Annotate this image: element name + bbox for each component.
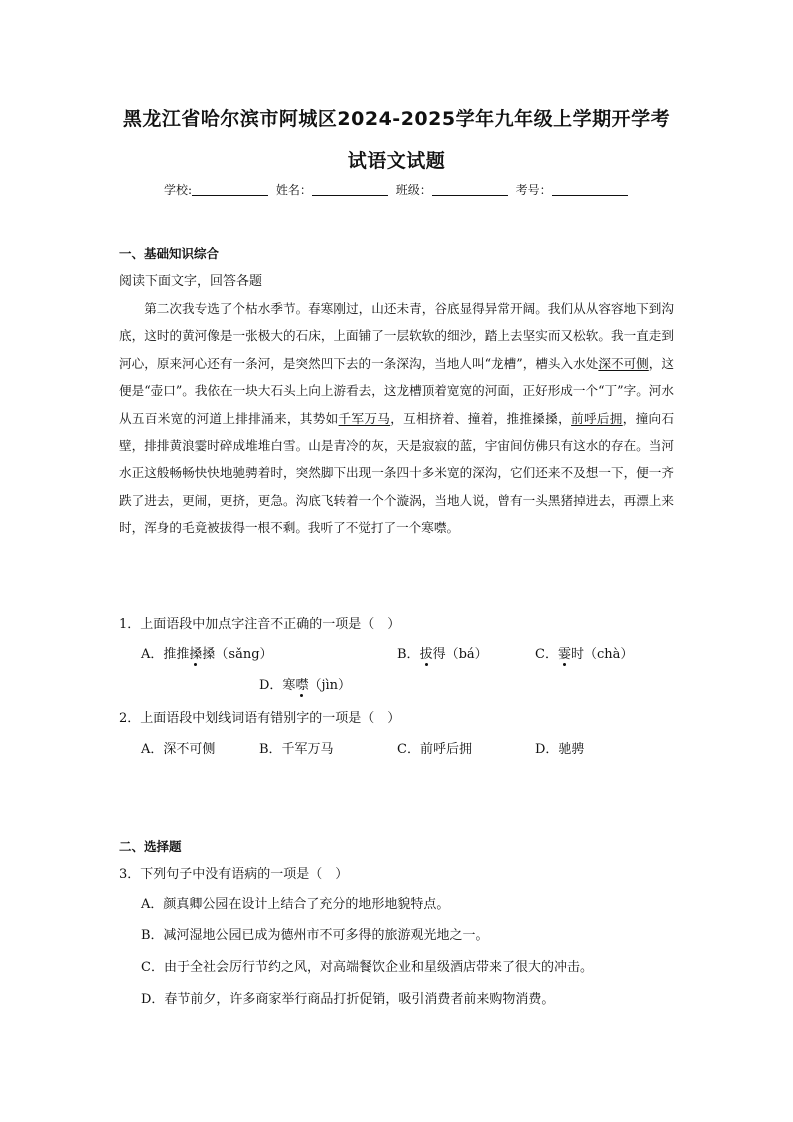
question-2-option-b[interactable]: B．千军万马 [259, 742, 334, 757]
option-text: A．推推 [141, 647, 190, 662]
passage-text-2: ，这便是“壶口”。我依在一块大石头上向上游看去，这龙槽顶着宽宽的河面，正好形成一个“丁”字。河水从五百米宽的河道上排排涌来，其势如 [119, 355, 674, 426]
option-text: B． [397, 647, 420, 662]
passage-text-1: 第二次我专选了个枯水季节。春寒刚过，山还未青，谷底显得异常开阔。我们从从容容地下到沟底，这时的黄河像是一张极大的石床，上面铺了一层软软的细沙，踏上去坚实而又松软。我一直走到河心，原来河心还有一条河，是突然凹下去的一条深沟，当地人叫“龙槽”，槽头入水处 [119, 301, 674, 371]
class-label: 班级： [395, 183, 432, 197]
question-3-option-c[interactable]: C．由于全社会厉行节约之风，对高端餐饮企业和星级酒店带来了很大的冲击。 [141, 960, 593, 975]
question-1-option-b[interactable] [397, 643, 488, 662]
dotted-char: 噤 [295, 674, 308, 693]
underlined-word-1: 深不可侧 [598, 355, 649, 371]
option-text: D．寒 [259, 678, 296, 693]
question-2-stem: 2．上面语段中划线词语有错别字的一项是（ ） [119, 711, 401, 726]
option-text: 搡（sǎng） [202, 647, 273, 662]
exam-number-label: 考号： [515, 183, 552, 197]
question-3-option-d[interactable]: D．春节前夕，许多商家举行商品打折促销，吸引消费者前来购物消费。 [141, 992, 555, 1007]
question-1-option-a[interactable] [141, 643, 273, 662]
question-2-option-a[interactable]: A．深不可侧 [141, 742, 216, 757]
dotted-char: 搡 [189, 643, 202, 662]
exam-number-blank[interactable] [552, 183, 628, 196]
underlined-word-3: 前呼后拥 [571, 410, 623, 426]
question-1-stem: 1．上面语段中加点字注音不正确的一项是（ ） [119, 617, 401, 632]
underlined-word-2: 千军万马 [338, 410, 391, 426]
option-text: （jìn） [308, 678, 352, 693]
question-1-option-c[interactable] [535, 643, 633, 662]
reading-passage [119, 295, 674, 542]
passage-text-3: ，互相挤着、撞着，推推搡搡， [390, 410, 572, 426]
question-3-option-b[interactable]: B．减河湿地公园已成为德州市不可多得的旅游观光地之一。 [141, 928, 489, 943]
question-3-option-a[interactable]: A．颜真卿公园在设计上结合了充分的地形地貌特点。 [141, 897, 450, 912]
option-text: 得（bá） [432, 647, 488, 662]
section1-instruction: 阅读下面文字，回答各题 [119, 274, 263, 289]
exam-title-line1: 黑龙江省哈尔滨市阿城区2024-2025学年九年级上学期开学考 [122, 108, 671, 130]
question-1-option-d[interactable] [259, 674, 351, 693]
name-blank[interactable] [312, 183, 388, 196]
question-2-option-d[interactable]: D．驰骋 [535, 742, 585, 757]
question-2-option-c[interactable]: C．前呼后拥 [397, 742, 472, 757]
dotted-char: 拔 [420, 643, 433, 662]
option-text: 时（chà） [570, 647, 634, 662]
exam-title-line2: 试语文试题 [347, 150, 446, 172]
dotted-char: 霎 [558, 643, 571, 662]
section2-title: 二、选择题 [119, 839, 182, 854]
name-label: 姓名： [275, 183, 312, 197]
question-3-stem: 3．下列句子中没有语病的一项是（ ） [119, 867, 349, 882]
option-text: C． [535, 647, 558, 662]
class-blank[interactable] [432, 183, 508, 196]
school-blank[interactable] [192, 183, 268, 196]
passage-text-4: ，撞向石壁，排排黄浪霎时碎成堆堆白雪。山是青冷的灰，天是寂寂的蓝，宇宙间仿佛只有这水的存在。当河水正这般畅畅快快地驰骋着时，突然脚下出现一条四十多米宽的深沟，它们还来不及想一下，便一齐跌了进去，更闹，更挤，更急。沟底飞转着一个个漩涡，当地人说，曾有一头黑猪掉进去，再漂上来时，浑身的毛竟被拔得一根不剩。我听了不觉打了一个寒噤。 [119, 410, 675, 536]
school-label: 学校: [164, 183, 193, 197]
student-info-row [164, 181, 644, 198]
section1-title: 一、基础知识综合 [119, 246, 220, 261]
